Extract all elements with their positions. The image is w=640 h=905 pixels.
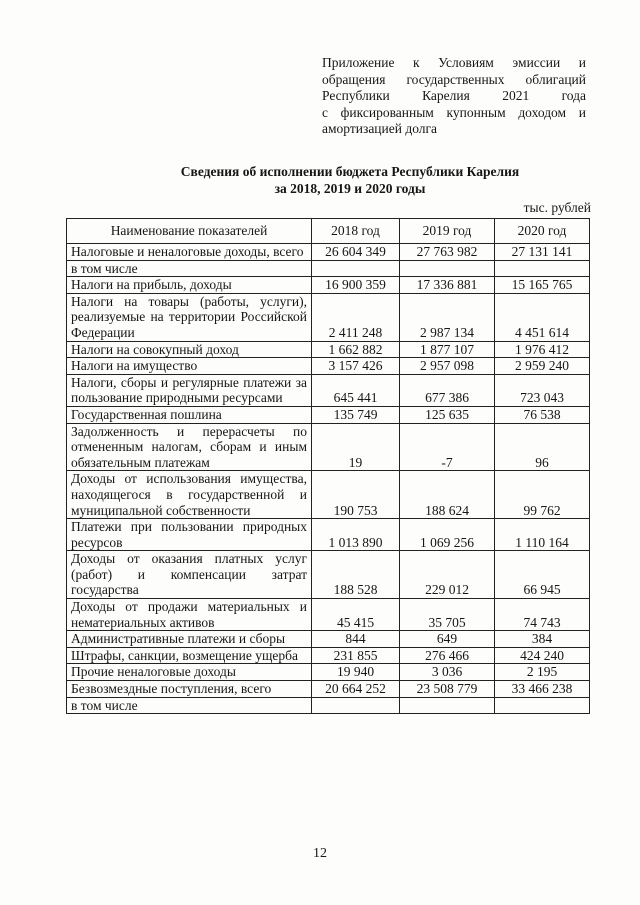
value-2019-cell: 2 957 098 (400, 358, 495, 375)
table-row (67, 647, 590, 664)
value-2019-cell: 649 (400, 631, 495, 648)
value-2019-cell: 17 336 881 (400, 277, 495, 294)
value-2018-cell: 190 753 (312, 471, 400, 519)
table-row (67, 471, 590, 519)
value-2018-cell: 3 157 426 (312, 358, 400, 375)
value-2020-cell: 723 043 (495, 374, 590, 406)
row-name-cell: Платежи при пользовании природных ресурсов (67, 519, 312, 551)
appendix-note-line: с фиксированным купонным доходом и (322, 104, 586, 120)
budget-table (66, 218, 590, 714)
table-row (67, 664, 590, 681)
value-2018-cell: 844 (312, 631, 400, 648)
appendix-note-line: амортизацией долга (322, 121, 438, 136)
value-2019-cell: 2 987 134 (400, 293, 495, 341)
value-2018-cell: 135 749 (312, 406, 400, 423)
value-2018-cell: 26 604 349 (312, 244, 400, 261)
page-number: 12 (313, 846, 327, 861)
table-row (67, 631, 590, 648)
value-2020-cell: 424 240 (495, 647, 590, 664)
row-name-cell: Налоги на совокупный доход (67, 341, 312, 358)
table-row (67, 681, 590, 698)
appendix-note (322, 55, 586, 138)
table-row (67, 341, 590, 358)
value-2020-cell: 15 165 765 (495, 277, 590, 294)
row-name-cell: Налоги, сборы и регулярные платежи за пользование природными ресурсами (67, 374, 312, 406)
value-2019-cell: 3 036 (400, 664, 495, 681)
value-2019-cell: 23 508 779 (400, 681, 495, 698)
table-row (67, 697, 590, 714)
row-name-cell: Доходы от использования имущества, находящегося в государственной и муниципальной собственности (67, 471, 312, 519)
row-name-cell: Доходы от продажи материальных и нематериальных активов (67, 599, 312, 631)
value-2018-cell: 45 415 (312, 599, 400, 631)
value-2018-cell: 1 013 890 (312, 519, 400, 551)
value-2019-cell: 1 069 256 (400, 519, 495, 551)
table-row (67, 519, 590, 551)
row-name-cell: Прочие неналоговые доходы (67, 664, 312, 681)
column-header-name: Наименование показателей (67, 219, 312, 244)
value-2020-cell: 1 976 412 (495, 341, 590, 358)
appendix-note-line: обращения государственных облигаций (322, 71, 586, 87)
value-2020-cell (495, 260, 590, 277)
appendix-note-line: Республики Карелия 2021 года (322, 88, 586, 103)
column-header-2018: 2018 год (312, 219, 400, 244)
table-row (67, 374, 590, 406)
value-2018-cell: 16 900 359 (312, 277, 400, 294)
row-name-cell: в том числе (67, 697, 312, 714)
value-2019-cell: 125 635 (400, 406, 495, 423)
value-2018-cell (312, 260, 400, 277)
unit-label: тыс. рублей (523, 200, 591, 215)
value-2020-cell: 4 451 614 (495, 293, 590, 341)
value-2018-cell: 231 855 (312, 647, 400, 664)
row-name-cell: Административные платежи и сборы (67, 631, 312, 648)
value-2020-cell: 66 945 (495, 551, 590, 599)
value-2018-cell: 20 664 252 (312, 681, 400, 698)
table-row (67, 423, 590, 471)
value-2019-cell: 1 877 107 (400, 341, 495, 358)
value-2018-cell: 19 940 (312, 664, 400, 681)
table-row (67, 358, 590, 375)
row-name-cell: Государственная пошлина (67, 406, 312, 423)
value-2018-cell: 188 528 (312, 551, 400, 599)
column-header-2020: 2020 год (495, 219, 590, 244)
table-header-row (67, 219, 590, 244)
row-name-cell: Штрафы, санкции, возмещение ущерба (67, 647, 312, 664)
table-row (67, 277, 590, 294)
value-2019-cell: 188 624 (400, 471, 495, 519)
value-2018-cell: 645 441 (312, 374, 400, 406)
row-name-cell: Доходы от оказания платных услуг (работ) и компенсации затрат государства (67, 551, 312, 599)
value-2020-cell (495, 697, 590, 714)
value-2020-cell: 96 (495, 423, 590, 471)
table-row (67, 551, 590, 599)
value-2020-cell: 76 538 (495, 406, 590, 423)
value-2020-cell: 74 743 (495, 599, 590, 631)
row-name-cell: в том числе (67, 260, 312, 277)
value-2018-cell: 2 411 248 (312, 293, 400, 341)
value-2019-cell: 677 386 (400, 374, 495, 406)
row-name-cell: Налоги на прибыль, доходы (67, 277, 312, 294)
value-2019-cell (400, 697, 495, 714)
value-2020-cell: 384 (495, 631, 590, 648)
table-row (67, 406, 590, 423)
document-title: Сведения об исполнении бюджета Республики Карелия (180, 164, 520, 179)
value-2020-cell: 99 762 (495, 471, 590, 519)
value-2018-cell: 19 (312, 423, 400, 471)
value-2019-cell: 229 012 (400, 551, 495, 599)
value-2019-cell: 27 763 982 (400, 244, 495, 261)
value-2020-cell: 1 110 164 (495, 519, 590, 551)
row-name-cell: Налоги на товары (работы, услуги), реализуемые на территории Российской Федерации (67, 293, 312, 341)
row-name-cell: Безвозмездные поступления, всего (67, 681, 312, 698)
table-row (67, 260, 590, 277)
value-2018-cell: 1 662 882 (312, 341, 400, 358)
value-2020-cell: 2 195 (495, 664, 590, 681)
value-2020-cell: 27 131 141 (495, 244, 590, 261)
value-2019-cell: 35 705 (400, 599, 495, 631)
value-2020-cell: 33 466 238 (495, 681, 590, 698)
document-subtitle: за 2018, 2019 и 2020 годы (274, 181, 426, 196)
value-2020-cell: 2 959 240 (495, 358, 590, 375)
table-row (67, 599, 590, 631)
value-2019-cell: 276 466 (400, 647, 495, 664)
value-2018-cell (312, 697, 400, 714)
row-name-cell: Задолженность и перерасчеты по отмененным налогам, сборам и иным обязательным платежам (67, 423, 312, 471)
table-row (67, 244, 590, 261)
value-2019-cell (400, 260, 495, 277)
appendix-note-line: Приложение к Условиям эмиссии и (322, 55, 586, 70)
row-name-cell: Налоговые и неналоговые доходы, всего (67, 244, 312, 261)
row-name-cell: Налоги на имущество (67, 358, 312, 375)
value-2019-cell: -7 (400, 423, 495, 471)
column-header-2019: 2019 год (400, 219, 495, 244)
table-row (67, 293, 590, 341)
